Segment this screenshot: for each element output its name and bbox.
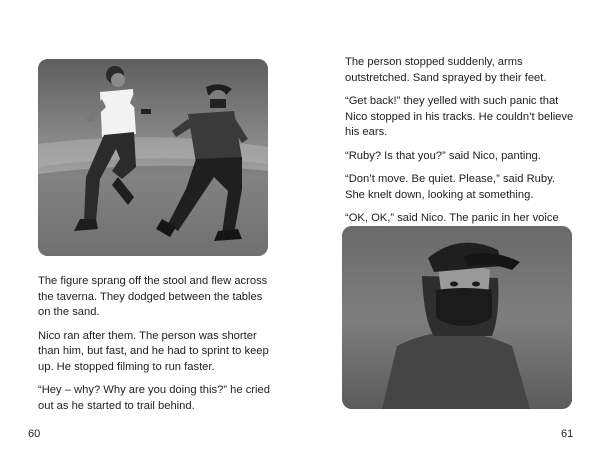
paragraph: The person stopped suddenly, arms outstretched. Sand sprayed by their feet. [345,56,547,84]
paragraph: “OK, OK,” said Nico. The panic in her voice [345,212,559,224]
right-page-text [345,55,577,250]
paragraph: “Don’t move. Be quiet. Please,” said Ruby. She knelt down, looking at something. [345,173,555,201]
chase-illustration [38,59,268,256]
paragraph: “Hey – why? Why are you doing this?” he cried out as he started to trail behind. [38,384,270,412]
ruby-masked-illustration [342,226,572,409]
paragraph: Nico ran after them. The person was shorter than him, but fast, and he had to sprint to keep up. He stopped filming to run faster. [38,329,269,373]
page-number-left: 60 [28,428,41,440]
left-page-text [38,274,270,422]
page-number-right: 61 [561,428,574,440]
paragraph: The figure sprang off the stool and flew across the taverna. They dodged between the tables on the sand. [38,275,268,318]
paragraph: “Ruby? Is that you?” said Nico, panting. [345,149,541,162]
right-page [300,0,600,460]
paragraph: “Get back!” they yelled with such panic that Nico stopped in his tracks. He couldn’t believe his ears. [345,95,574,138]
